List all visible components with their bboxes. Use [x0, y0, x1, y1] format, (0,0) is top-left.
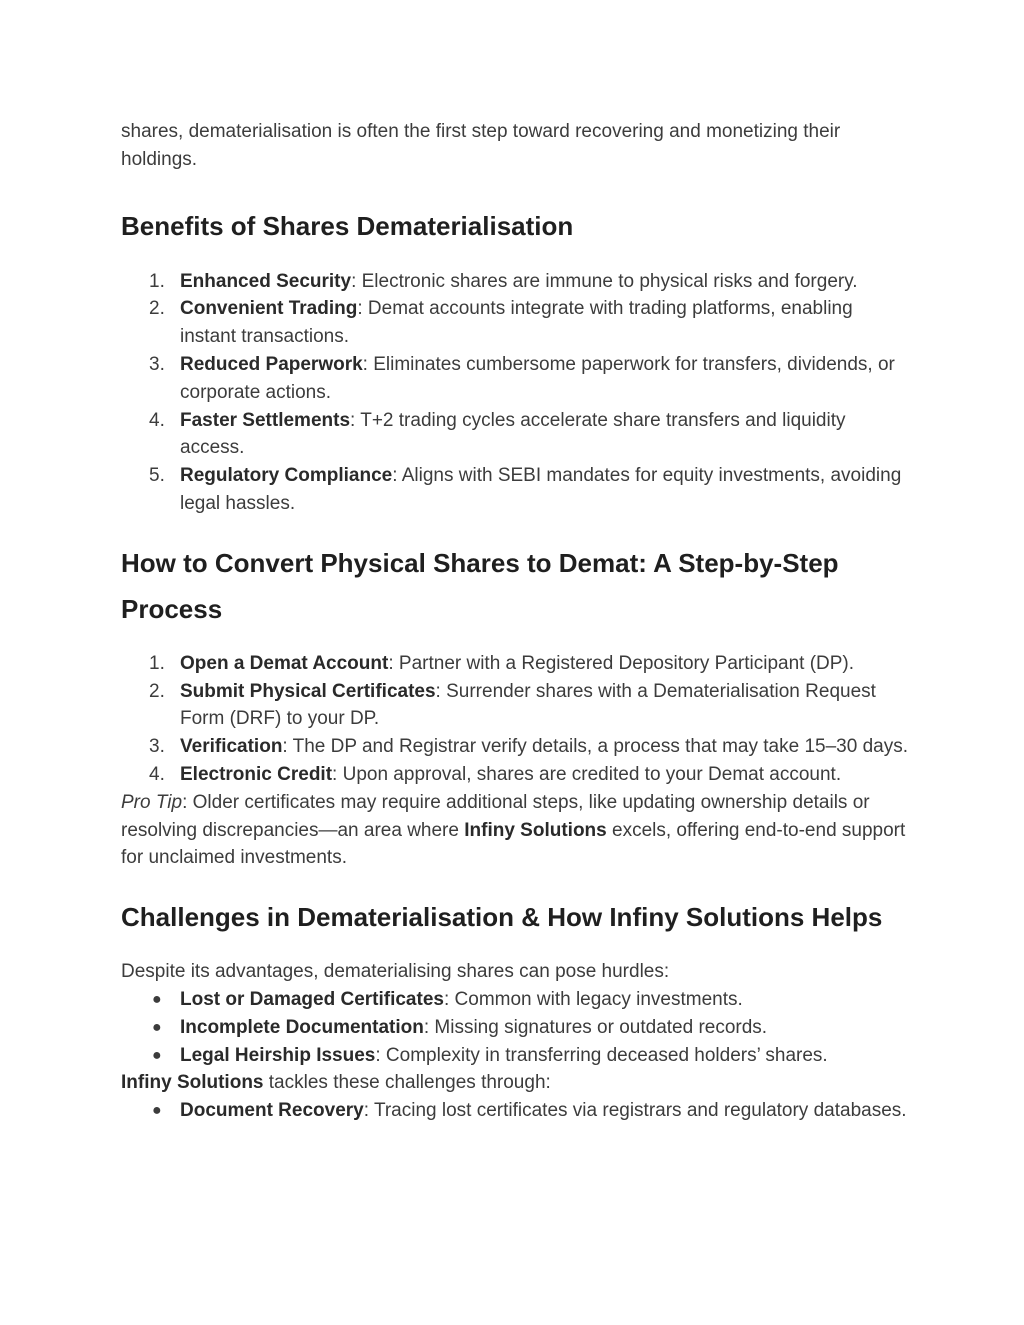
- list-item: [121, 733, 911, 761]
- item-description: : Missing signatures or outdated records.: [423, 1016, 768, 1038]
- item-description: : Aligns with SEBI mandates for equity investments, avoiding legal hassles.: [180, 465, 902, 514]
- item-description: : Complexity in transferring deceased holders’ shares.: [375, 1044, 828, 1066]
- item-term: Electronic Credit: [180, 763, 333, 785]
- item-term: Convenient Trading: [180, 298, 358, 320]
- list-item: [121, 462, 911, 518]
- item-term: Open a Demat Account: [180, 652, 389, 674]
- item-description: : The DP and Registrar verify details, a process that may take 15–30 days.: [282, 736, 908, 758]
- pro-tip-paragraph: [121, 789, 911, 872]
- solution-text: tackles these challenges through:: [263, 1072, 551, 1094]
- document-page: [121, 118, 911, 1125]
- list-item: [121, 407, 911, 463]
- item-term: Faster Settlements: [180, 409, 351, 431]
- list-number: 3.: [149, 736, 165, 758]
- item-term: Reduced Paperwork: [180, 353, 363, 375]
- bullet-icon: ●: [152, 990, 162, 1008]
- item-term: Legal Heirship Issues: [180, 1044, 376, 1066]
- list-number: 3.: [149, 353, 165, 375]
- bullet-icon: ●: [152, 1102, 162, 1120]
- list-item: [121, 295, 911, 351]
- process-list: [121, 650, 911, 789]
- benefits-list: [121, 268, 911, 518]
- list-number: 2.: [149, 298, 165, 320]
- item-description: : Electronic shares are immune to physical risks and forgery.: [351, 270, 858, 292]
- benefits-heading: Benefits of Shares Dematerialisation: [121, 210, 574, 241]
- item-description: : T+2 trading cycles accelerate share transfers and liquidity access.: [180, 409, 846, 459]
- item-term: Verification: [180, 736, 283, 758]
- item-description: : Upon approval, shares are credited to your Demat account.: [332, 763, 842, 785]
- item-description: : Demat accounts integrate with trading platforms, enabling instant transactions.: [180, 298, 853, 348]
- challenges-list: [121, 986, 911, 1069]
- list-item: [121, 678, 911, 734]
- item-description: : Partner with a Registered Depository Participant (DP).: [388, 652, 855, 674]
- item-description: : Tracing lost certificates via registrars and regulatory databases.: [363, 1100, 907, 1122]
- intro-paragraph: shares, dematerialisation is often the first step toward recovering and monetizing their holdings.: [121, 121, 841, 170]
- pro-tip-label: Pro Tip: [121, 791, 183, 813]
- list-item: [121, 1097, 911, 1125]
- item-description: : Common with legacy investments.: [443, 988, 743, 1010]
- list-item: [121, 1014, 911, 1042]
- item-term: Regulatory Compliance: [180, 465, 393, 487]
- brand-name: Infiny Solutions: [464, 819, 607, 841]
- bullet-icon: ●: [152, 1046, 162, 1064]
- challenges-heading: Challenges in Dematerialisation & How Infiny Solutions Helps: [121, 902, 883, 933]
- list-number: 4.: [149, 409, 165, 431]
- list-number: 1.: [149, 652, 165, 674]
- list-item: [121, 986, 911, 1014]
- item-term: Document Recovery: [180, 1100, 364, 1122]
- brand-name: Infiny Solutions: [121, 1072, 264, 1094]
- list-item: [121, 761, 911, 789]
- item-description: : Surrender shares with a Dematerialisation Request Form (DRF) to your DP.: [180, 680, 876, 730]
- pro-tip-text-end: excels, offering end-to-end support for unclaimed investments.: [121, 819, 906, 869]
- list-item: [121, 268, 911, 296]
- pro-tip-text: : Older certificates may require additional steps, like updating ownership details or resolving discrepancies—an area where: [121, 791, 870, 841]
- item-description: : Eliminates cumbersome paperwork for transfers, dividends, or corporate actions.: [180, 353, 895, 403]
- solutions-list: [121, 1097, 911, 1125]
- item-term: Submit Physical Certificates: [180, 680, 436, 702]
- solution-paragraph: [121, 1069, 911, 1097]
- item-term: Lost or Damaged Certificates: [180, 988, 444, 1010]
- list-item: [121, 351, 911, 407]
- challenges-intro: Despite its advantages, dematerialising shares can pose hurdles:: [121, 961, 670, 983]
- process-heading: How to Convert Physical Shares to Demat: A Step-by-Step Process: [121, 547, 839, 624]
- list-number: 2.: [149, 680, 165, 702]
- list-number: 5.: [149, 465, 165, 487]
- item-term: Incomplete Documentation: [180, 1016, 424, 1038]
- bullet-icon: ●: [152, 1018, 162, 1036]
- list-number: 1.: [149, 270, 165, 292]
- list-item: [121, 1042, 911, 1070]
- list-number: 4.: [149, 763, 165, 785]
- item-term: Enhanced Security: [180, 270, 352, 292]
- list-item: [121, 650, 911, 678]
